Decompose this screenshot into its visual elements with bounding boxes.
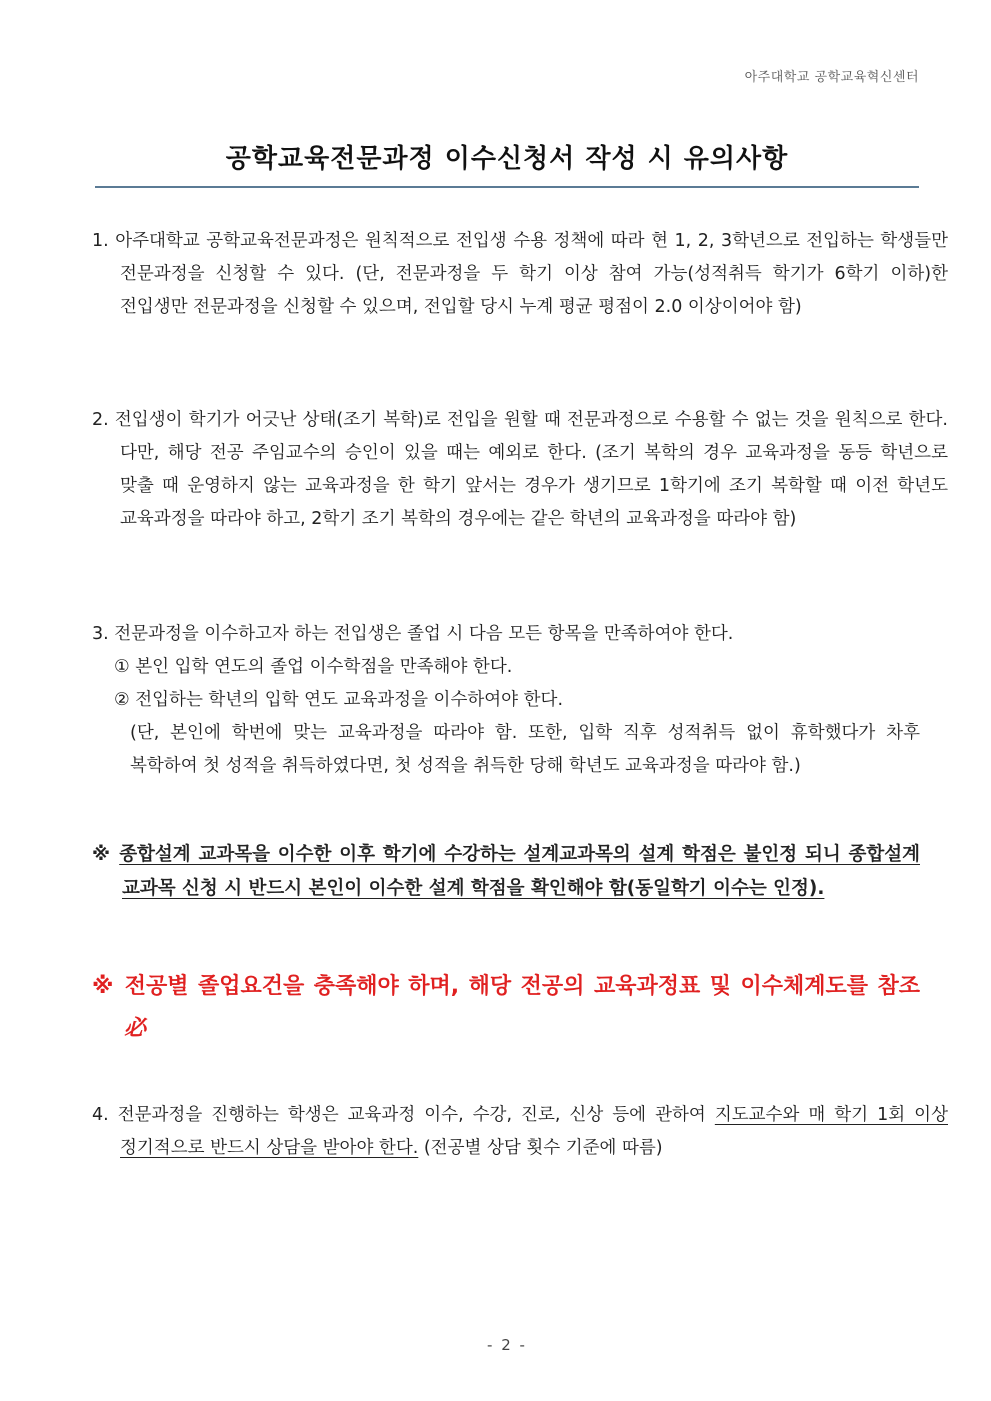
notice-item-4 [92, 1099, 948, 1165]
design-credit-notice [92, 838, 920, 906]
design-credit-notice-text: 종합설계 교과목을 이수한 이후 학기에 수강하는 설계교과목의 설계 학점은 불인정 되니 종합설계 교과목 신청 시 반드시 본인이 이수한 설계 학점을 확인해야 함(동일학기 이수는 인정). [119, 844, 920, 899]
graduation-requirement-text: 전공별 졸업요건을 충족해야 하며, 해당 전공의 교육과정표 및 이수체계도를 참조 [124, 974, 921, 999]
notice-item-3-sub-2: ② 전입하는 학년의 입학 연도 교육과정을 이수하여야 한다. [114, 690, 564, 710]
notice-item-4-suffix: (전공별 상담 횟수 기준에 따름) [418, 1138, 663, 1158]
title-divider [95, 186, 919, 188]
graduation-requirement-notice [92, 966, 920, 1050]
notice-item-4-prefix: 4. 전문과정을 진행하는 학생은 교육과정 이수, 수강, 진로, 신상 등에 관하여 [92, 1105, 715, 1125]
header-organization: 아주대학교 공학교육혁신센터 [744, 70, 919, 85]
notice-item-1: 1. 아주대학교 공학교육전문과정은 원칙적으로 전입생 수용 정책에 따라 현 1, 2, 3학년으로 전입하는 학생들만 전문과정을 신청할 수 있다. (단, 전문과정을 두 학기 이상 참여 가능(성적취득 학기가 6학기 이하)한 전입생만 전문과정을 신청할 수 있으며, 전입할 당시 누계 평균 평점이 2.0 이상이어야 함) [92, 231, 948, 317]
notice-item-3-main: 3. 전문과정을 이수하고자 하는 전입생은 졸업 시 다음 모든 항목을 만족하여야 한다. [92, 624, 734, 644]
reference-mark: ※ [92, 844, 120, 865]
reference-mark: ※ [92, 974, 125, 999]
required-emphasis: 必 [124, 1016, 147, 1041]
notice-item-3-sub-note: (단, 본인에 학번에 맞는 교육과정을 따라야 함. 또한, 입학 직후 성적취득 없이 휴학했다가 차후 복학하여 첫 성적을 취득하였다면, 첫 성적을 취득한 당해 학년도 교육과정을 따라야 함.) [130, 723, 920, 776]
notice-item-4-underlined: 지도교수와 매 학기 1회 이상 정기적으로 반드시 상담을 받아야 한다. [120, 1105, 948, 1158]
notice-item-3 [92, 618, 920, 783]
notice-item-2: 2. 전입생이 학기가 어긋난 상태(조기 복학)로 전입을 원할 때 전문과정으로 수용할 수 없는 것을 원칙으로 한다. 다만, 해당 전공 주임교수의 승인이 있을 때는 예외로 한다. (조기 복학의 경우 교육과정을 동등 학년으로 맞출 때 운영하지 않는 교육과정을 한 학기 앞서는 경우가 생기므로 1학기에 조기 복학할 때 이전 학년도 교육과정을 따라야 하고, 2학기 조기 복학의 경우에는 같은 학년의 교육과정을 따라야 함) [92, 410, 948, 529]
page-title: 공학교육전문과정 이수신청서 작성 시 유의사항 [225, 144, 789, 174]
page-number: - 2 - [487, 1336, 527, 1354]
notice-item-3-sub-1: ① 본인 입학 연도의 졸업 이수학점을 만족해야 한다. [114, 657, 513, 677]
